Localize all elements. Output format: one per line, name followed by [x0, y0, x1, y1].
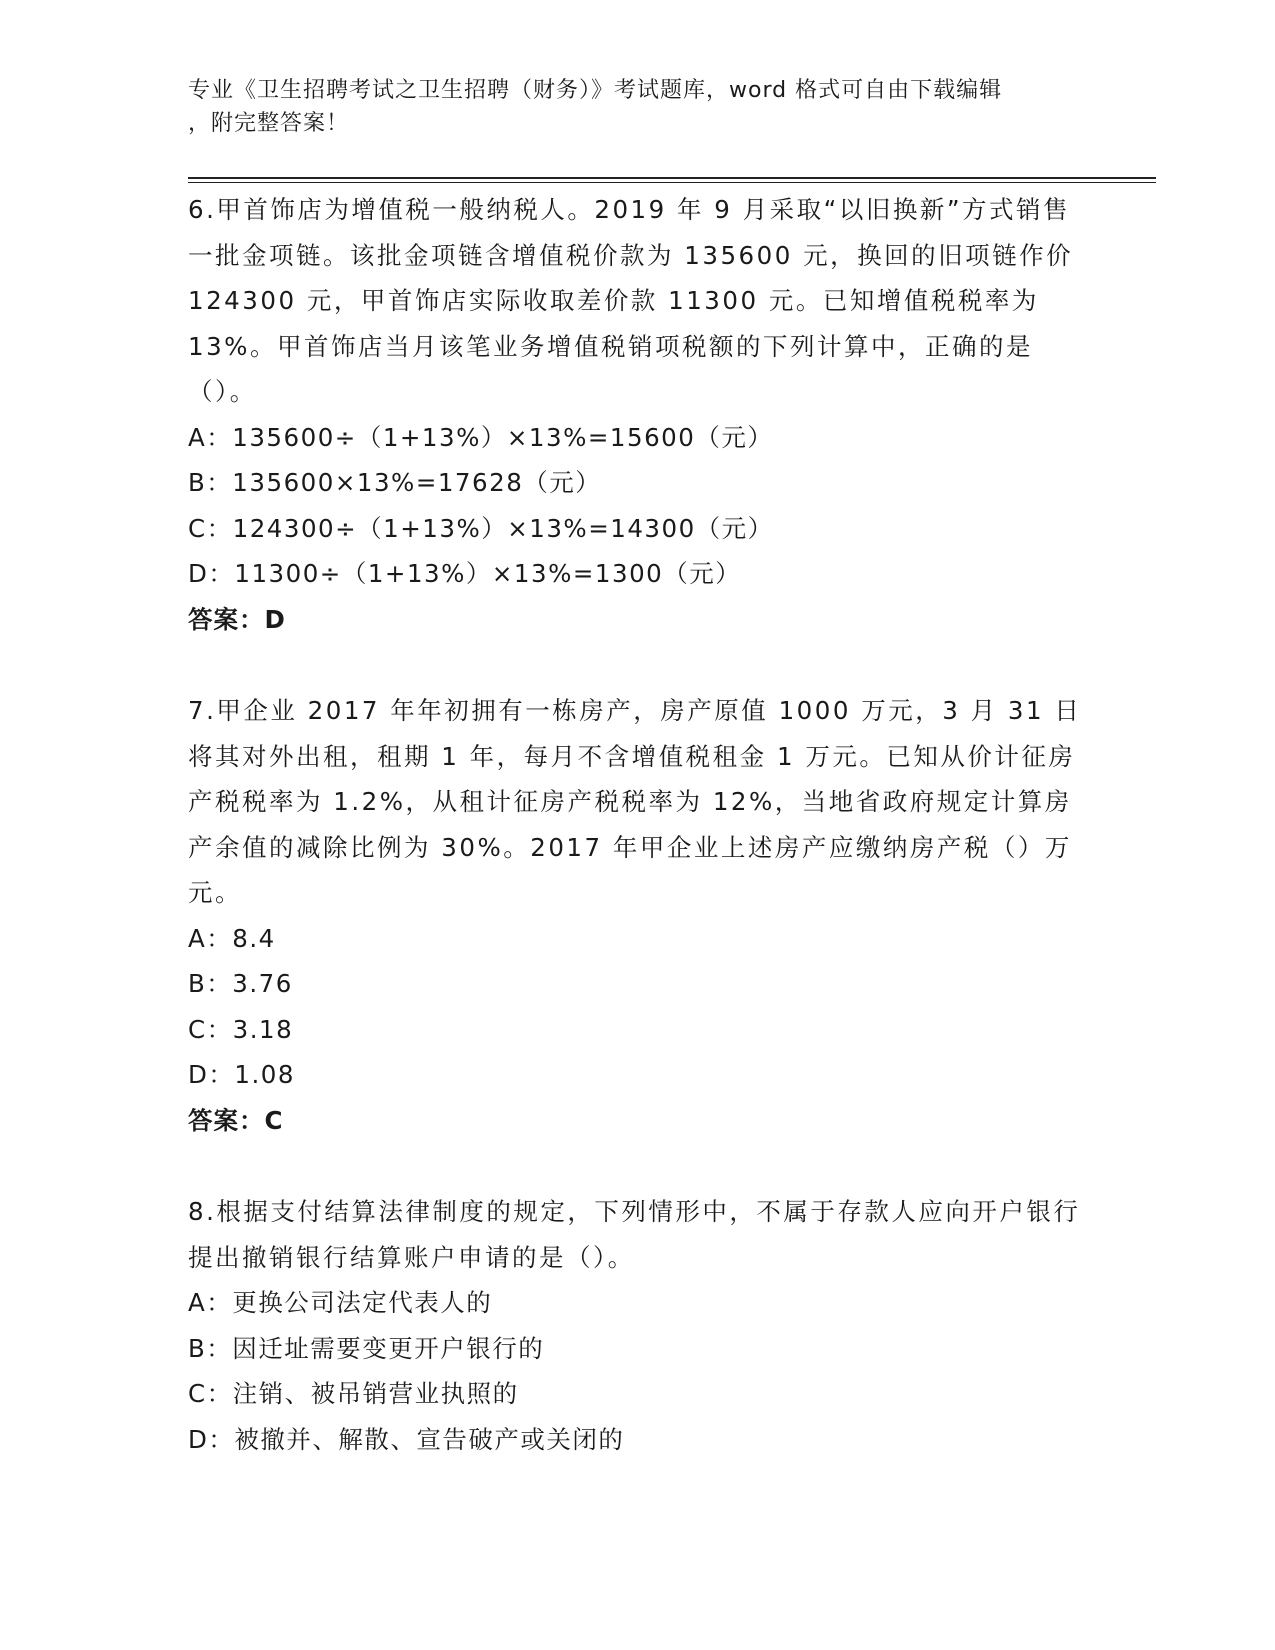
header-title-line: 专业《卫生招聘考试之卫生招聘（财务）》考试题库，word 格式可自由下载编辑	[188, 78, 1003, 103]
option-d: D：11300÷（1+13%）×13%=1300（元）	[188, 559, 742, 588]
question-7	[188, 688, 1088, 1143]
question-stem: 8.根据支付结算法律制度的规定，下列情形中，不属于存款人应向开户银行提出撤销银行结算账户申请的是（）。	[188, 1197, 1081, 1272]
option-c: C：注销、被吊销营业执照的	[188, 1379, 519, 1408]
option-a: A：8.4	[188, 923, 276, 953]
option-d: D：1.08	[188, 1060, 295, 1089]
option-b: B：3.76	[188, 969, 293, 998]
document-header	[188, 74, 1068, 140]
header-divider	[188, 177, 1156, 183]
question-6	[188, 187, 1088, 642]
option-c: C：3.18	[188, 1014, 294, 1044]
answer-label: 答案：C	[188, 1105, 284, 1135]
option-a: A：更换公司法定代表人的	[188, 1288, 493, 1317]
option-c: C：124300÷（1+13%）×13%=14300（元）	[188, 513, 774, 543]
answer-label: 答案：D	[188, 604, 286, 634]
header-title-continuation: ，附完整答案！	[188, 111, 350, 136]
option-d: D：被撤并、解散、宣告破产或关闭的	[188, 1424, 625, 1454]
option-b: B：135600×13%=17628（元）	[188, 468, 602, 497]
question-8	[188, 1189, 1088, 1462]
option-a: A：135600÷（1+13%）×13%=15600（元）	[188, 422, 774, 452]
question-stem: 6.甲首饰店为增值税一般纳税人。2019 年 9 月采取“以旧换新”方式销售一批金项链。该批金项链含增值税价款为 135600 元，换回的旧项链作价 124300 元，甲首饰店实际收取差价款 11300 元。已知增值税税率为 13%。甲首饰店当月该笔业务增值税销项税额的下列计算中，正确的是（）。	[188, 195, 1074, 406]
option-b: B：因迁址需要变更开户银行的	[188, 1333, 545, 1363]
question-stem: 7.甲企业 2017 年年初拥有一栋房产，房产原值 1000 万元，3 月 31 日将其对外出租，租期 1 年，每月不含增值税租金 1 万元。已知从价计征房产税税率为 1.2%，从租计征房产税税率为 12%，当地省政府规定计算房产余值的减除比例为 30%。2017 年甲企业上述房产应缴纳房产税（）万元。	[188, 696, 1082, 907]
